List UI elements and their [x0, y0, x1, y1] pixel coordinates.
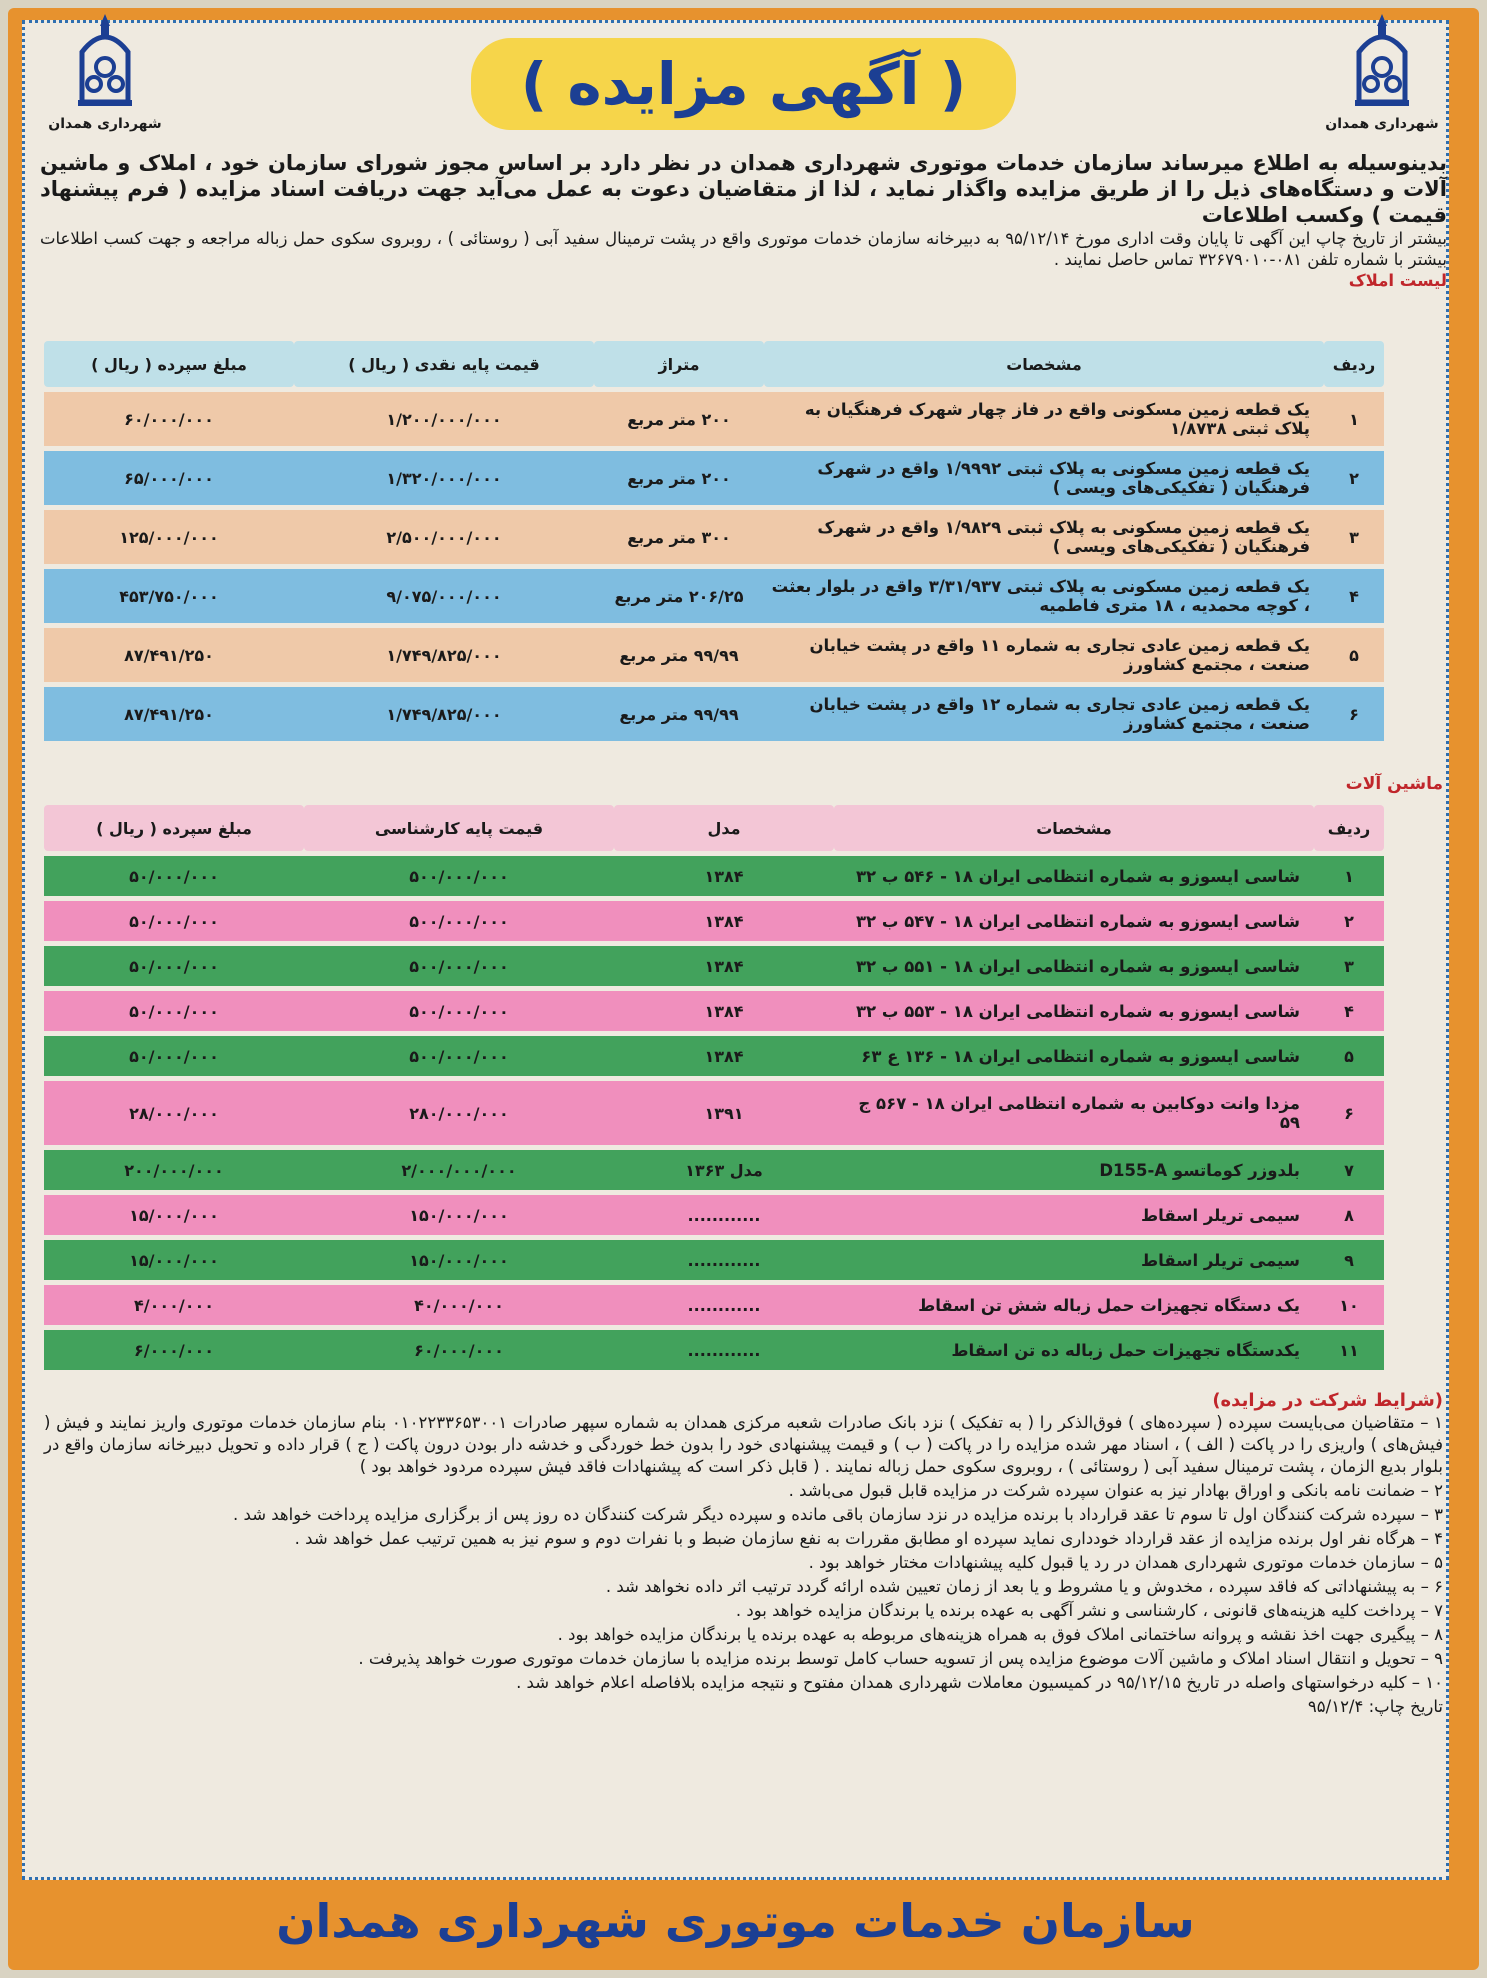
- estates-label: لیست املاک: [1348, 271, 1447, 290]
- conditions-section: [44, 1390, 1443, 1720]
- row-area: ۲۰۶/۲۵ متر مربع: [594, 569, 764, 623]
- row-price: ۱۵۰/۰۰۰/۰۰۰: [304, 1240, 614, 1280]
- table-row: [44, 1330, 1384, 1370]
- table-row: [44, 901, 1384, 941]
- condition-item: ۵ – سازمان خدمات موتوری شهرداری همدان در رد یا قبول کلیه پیشنهادات مختار خواهد بود .: [808, 1553, 1443, 1572]
- col-header: ردیف: [1324, 341, 1384, 387]
- estates-table: [44, 336, 1384, 746]
- machinery-label: ماشین آلات: [1345, 774, 1443, 794]
- logo-left-caption: شهرداری همدان: [48, 116, 162, 132]
- title-wrap: [0, 38, 1487, 130]
- table-row: [44, 569, 1384, 623]
- condition-item: ۱۰ – کلیه درخواستهای واصله در تاریخ ۹۵/۱۲/۱۵ در کمیسیون معاملات شهرداری همدان مفتوح و نتیجه مزایده بلافاصله اعلام خواهد شد .: [516, 1673, 1443, 1692]
- row-number: ۴: [1324, 569, 1384, 623]
- conditions-header: (شرایط شرکت در مزایده): [1212, 1390, 1443, 1411]
- row-description: مزدا وانت دوکابین به شماره انتظامی ایران ۱۸ - ۵۶۷ ج ۵۹: [834, 1081, 1314, 1145]
- row-deposit: ۴۵۳/۷۵۰/۰۰۰: [44, 569, 294, 623]
- row-deposit: ۶/۰۰۰/۰۰۰: [44, 1330, 304, 1370]
- row-model: مدل ۱۳۶۳: [614, 1150, 834, 1190]
- row-deposit: ۵۰/۰۰۰/۰۰۰: [44, 901, 304, 941]
- table-row: [44, 687, 1384, 741]
- table-row: [44, 1285, 1384, 1325]
- col-header: قیمت پایه نقدی ( ریال ): [294, 341, 594, 387]
- row-price: ۲/۵۰۰/۰۰۰/۰۰۰: [294, 510, 594, 564]
- row-number: ۳: [1314, 946, 1384, 986]
- row-model: ۱۳۹۱: [614, 1081, 834, 1145]
- col-header: متراژ: [594, 341, 764, 387]
- row-description: یک قطعه زمین عادی تجاری به شماره ۱۲ واقع در پشت خیابان صنعت ، مجتمع کشاورز: [764, 687, 1324, 741]
- col-header: مدل: [614, 805, 834, 851]
- row-description: شاسی ایسوزو به شماره انتظامی ایران ۱۸ - ۵۴۷ ب ۳۲: [834, 901, 1314, 941]
- row-price: ۵۰۰/۰۰۰/۰۰۰: [304, 1036, 614, 1076]
- col-header: مشخصات: [834, 805, 1314, 851]
- table-row: [44, 856, 1384, 896]
- row-model: ۱۳۸۴: [614, 856, 834, 896]
- intro-rest: بیشتر از تاریخ چاپ این آگهی تا پایان وقت اداری مورخ ۹۵/۱۲/۱۴ به دبیرخانه سازمان خدمات موتوری واقع در پشت ترمینال سفید آبی ( روستائی ) ، روبروی سکوی حمل زباله مراجعه و جهت کسب اطلاعات بیشتر با شماره تلفن ۰۸۱-۳۲۶۷۹۰۱۰ تماس حاصل نمایند .: [40, 229, 1447, 269]
- row-model: ۱۳۸۴: [614, 1036, 834, 1076]
- row-deposit: ۵۰/۰۰۰/۰۰۰: [44, 1036, 304, 1076]
- row-number: ۲: [1324, 451, 1384, 505]
- row-number: ۱: [1314, 856, 1384, 896]
- condition-item: ۶ – به پیشنهاداتی که فاقد سپرده ، مخدوش و یا مشروط و یا بعد از زمان تعیین شده ارائه گردد ترتیب اثر داده نخواهد شد .: [605, 1577, 1443, 1596]
- row-deposit: ۵۰/۰۰۰/۰۰۰: [44, 946, 304, 986]
- row-model: ............: [614, 1240, 834, 1280]
- row-description: بلدوزر کوماتسو D155-A: [834, 1150, 1314, 1190]
- table-row: [44, 1081, 1384, 1145]
- row-deposit: ۶۰/۰۰۰/۰۰۰: [44, 392, 294, 446]
- condition-item: ۴ – هرگاه نفر اول برنده مزایده از عقد قرارداد خودداری نماید سپرده او مطابق مقررات به نفع سازمان ضبط و با نفرات دوم و سوم نیز به همین ترتیب عمل خواهد شد .: [294, 1529, 1443, 1548]
- condition-item: ۸ – پیگیری جهت اخذ نقشه و پروانه ساختمانی املاک فوق به همراه هزینه‌های مربوطه به عهده برنده یا برندگان مزایده خواهد بود .: [557, 1625, 1443, 1644]
- row-number: ۱: [1324, 392, 1384, 446]
- row-model: ۱۳۸۴: [614, 991, 834, 1031]
- machinery-header-row: [44, 805, 1384, 851]
- row-model: ............: [614, 1330, 834, 1370]
- row-number: ۵: [1314, 1036, 1384, 1076]
- row-price: ۲/۰۰۰/۰۰۰/۰۰۰: [304, 1150, 614, 1190]
- row-number: ۵: [1324, 628, 1384, 682]
- row-number: ۲: [1314, 901, 1384, 941]
- row-deposit: ۸۷/۴۹۱/۲۵۰: [44, 687, 294, 741]
- row-number: ۶: [1314, 1081, 1384, 1145]
- footer-organization: سازمان خدمات موتوری شهرداری همدان: [276, 1894, 1195, 1948]
- intro-lead: بدینوسیله به اطلاع میرساند سازمان خدمات موتوری شهرداری همدان در نظر دارد بر اساس مجوز شورای سازمان خود ، املاک و ماشین آلات و دستگاه‌های ذیل را از طریق مزایده واگذار نماید ، لذا از متقاضیان دعوت به عمل می‌آید جهت دریافت اسناد مزایده ( فرم پیشنهاد قیمت ) وکسب اطلاعات: [40, 151, 1447, 227]
- condition-item: ۹ – تحویل و انتقال اسناد املاک و ماشین آلات موضوع مزایده پس از تسویه حساب کامل توسط برنده مزایده با سازمان خدمات موتوری صورت خواهد پذیرفت .: [358, 1649, 1443, 1668]
- row-price: ۱/۳۲۰/۰۰۰/۰۰۰: [294, 451, 594, 505]
- col-header: قیمت پایه کارشناسی: [304, 805, 614, 851]
- row-area: ۲۰۰ متر مربع: [594, 451, 764, 505]
- row-description: یکدستگاه تجهیزات حمل زباله ده تن اسقاط: [834, 1330, 1314, 1370]
- table-row: [44, 1036, 1384, 1076]
- row-number: ۱۱: [1314, 1330, 1384, 1370]
- row-description: یک قطعه زمین مسکونی به پلاک ثبتی ۱/۹۹۹۲ واقع در شهرک فرهنگیان ( تفکیکی‌های ویسی ): [764, 451, 1324, 505]
- col-header: مبلغ سپرده ( ریال ): [44, 341, 294, 387]
- row-deposit: ۱۵/۰۰۰/۰۰۰: [44, 1195, 304, 1235]
- row-price: ۱/۷۴۹/۸۲۵/۰۰۰: [294, 687, 594, 741]
- col-header: مشخصات: [764, 341, 1324, 387]
- row-number: ۹: [1314, 1240, 1384, 1280]
- row-area: ۲۰۰ متر مربع: [594, 392, 764, 446]
- row-description: یک قطعه زمین عادی تجاری به شماره ۱۱ واقع در پشت خیابان صنعت ، مجتمع کشاورز: [764, 628, 1324, 682]
- row-description: یک قطعه زمین مسکونی به پلاک ثبتی ۳/۳۱/۹۳۷ واقع در بلوار بعثت ، کوچه محمدیه ، ۱۸ متری فاطمیه: [764, 569, 1324, 623]
- row-number: ۴: [1314, 991, 1384, 1031]
- intro-text: [40, 150, 1447, 291]
- estates-header-row: [44, 341, 1384, 387]
- row-description: یک قطعه زمین مسکونی واقع در فاز چهار شهرک فرهنگیان به پلاک ثبتی ۱/۸۷۳۸: [764, 392, 1324, 446]
- condition-item: ۱ – متقاضیان می‌بایست سپرده ( سپرده‌های ) فوق‌الذکر را ( به تفکیک ) نزد بانک صادرات شعبه مرکزی همدان به شماره سپهر صادرات ۰۱۰۲۲۳۳۶۵۳۰۰۱ بنام سازمان خدمات موتوری واریز نمایند و فیش ( فیش‌های ) واریزی را در پاکت ( الف ) ، اسناد مهر شده مزایده را در پاکت ( ب ) و قیمت پیشنهادی خود را بدون خط خوردگی و خدشه دار بودن درون پاکت ( ج ) قرار داده و تحویل دبیرخانه سازمان واقع در بلوار بدیع الزمان ، پشت ترمینال سفید آبی ( روستائی ) ، روبروی سکوی حمل زباله نمایند . ( قابل ذکر است که پیشنهادات فاقد فیش سپرده مردود خواهد بود ): [44, 1413, 1443, 1476]
- row-area: ۹۹/۹۹ متر مربع: [594, 687, 764, 741]
- print-date: تاریخ چاپ: ۹۵/۱۲/۴: [1307, 1697, 1443, 1716]
- row-description: سیمی تریلر اسقاط: [834, 1195, 1314, 1235]
- row-model: ۱۳۸۴: [614, 946, 834, 986]
- machinery-table: [44, 800, 1384, 1375]
- row-description: سیمی تریلر اسقاط: [834, 1240, 1314, 1280]
- row-deposit: ۲۸/۰۰۰/۰۰۰: [44, 1081, 304, 1145]
- row-number: ۳: [1324, 510, 1384, 564]
- page-title: ( آگهی مزایده ): [471, 38, 1017, 130]
- row-deposit: ۶۵/۰۰۰/۰۰۰: [44, 451, 294, 505]
- row-description: یک دستگاه تجهیزات حمل زباله شش تن اسقاط: [834, 1285, 1314, 1325]
- row-deposit: ۵۰/۰۰۰/۰۰۰: [44, 991, 304, 1031]
- row-area: ۹۹/۹۹ متر مربع: [594, 628, 764, 682]
- col-header: ردیف: [1314, 805, 1384, 851]
- row-description: شاسی ایسوزو به شماره انتظامی ایران ۱۸ - ۵۴۶ ب ۳۲: [834, 856, 1314, 896]
- row-deposit: ۲۰۰/۰۰۰/۰۰۰: [44, 1150, 304, 1190]
- row-description: شاسی ایسوزو به شماره انتظامی ایران ۱۸ - ۱۳۶ ع ۶۳: [834, 1036, 1314, 1076]
- row-price: ۵۰۰/۰۰۰/۰۰۰: [304, 991, 614, 1031]
- row-area: ۳۰۰ متر مربع: [594, 510, 764, 564]
- row-price: ۱۵۰/۰۰۰/۰۰۰: [304, 1195, 614, 1235]
- row-number: ۱۰: [1314, 1285, 1384, 1325]
- row-number: ۸: [1314, 1195, 1384, 1235]
- table-row: [44, 1150, 1384, 1190]
- row-price: ۵۰۰/۰۰۰/۰۰۰: [304, 946, 614, 986]
- condition-item: ۷ – پرداخت کلیه هزینه‌های قانونی ، کارشناسی و نشر آگهی به عهده برنده یا برندگان مزایده خواهد بود .: [735, 1601, 1443, 1620]
- row-price: ۹/۰۷۵/۰۰۰/۰۰۰: [294, 569, 594, 623]
- table-row: [44, 510, 1384, 564]
- row-deposit: ۴/۰۰۰/۰۰۰: [44, 1285, 304, 1325]
- row-price: ۱/۲۰۰/۰۰۰/۰۰۰: [294, 392, 594, 446]
- row-deposit: ۵۰/۰۰۰/۰۰۰: [44, 856, 304, 896]
- row-model: ............: [614, 1195, 834, 1235]
- logo-right-caption: شهرداری همدان: [1325, 116, 1439, 132]
- table-row: [44, 451, 1384, 505]
- row-price: ۵۰۰/۰۰۰/۰۰۰: [304, 901, 614, 941]
- row-description: شاسی ایسوزو به شماره انتظامی ایران ۱۸ - ۵۵۳ ب ۳۲: [834, 991, 1314, 1031]
- row-deposit: ۱۵/۰۰۰/۰۰۰: [44, 1240, 304, 1280]
- row-number: ۶: [1324, 687, 1384, 741]
- table-row: [44, 1195, 1384, 1235]
- condition-item: ۳ – سپرده شرکت کنندگان اول تا سوم تا عقد قرارداد با برنده مزایده در نزد سازمان باقی مانده و سپرده دیگر شرکت کنندگان ده روز پس از برگزاری مزایده پرداخت خواهد شد .: [233, 1505, 1443, 1524]
- table-row: [44, 628, 1384, 682]
- row-price: ۴۰/۰۰۰/۰۰۰: [304, 1285, 614, 1325]
- row-price: ۲۸۰/۰۰۰/۰۰۰: [304, 1081, 614, 1145]
- table-row: [44, 1240, 1384, 1280]
- row-price: ۶۰/۰۰۰/۰۰۰: [304, 1330, 614, 1370]
- row-model: ۱۳۸۴: [614, 901, 834, 941]
- row-price: ۵۰۰/۰۰۰/۰۰۰: [304, 856, 614, 896]
- row-description: یک قطعه زمین مسکونی به پلاک ثبتی ۱/۹۸۲۹ واقع در شهرک فرهنگیان ( تفکیکی‌های ویسی ): [764, 510, 1324, 564]
- table-row: [44, 392, 1384, 446]
- row-description: شاسی ایسوزو به شماره انتظامی ایران ۱۸ - ۵۵۱ ب ۳۲: [834, 946, 1314, 986]
- row-deposit: ۱۲۵/۰۰۰/۰۰۰: [44, 510, 294, 564]
- row-model: ............: [614, 1285, 834, 1325]
- row-deposit: ۸۷/۴۹۱/۲۵۰: [44, 628, 294, 682]
- row-price: ۱/۷۴۹/۸۲۵/۰۰۰: [294, 628, 594, 682]
- table-row: [44, 946, 1384, 986]
- table-row: [44, 991, 1384, 1031]
- col-header: مبلغ سپرده ( ریال ): [44, 805, 304, 851]
- condition-item: ۲ – ضمانت نامه بانکی و اوراق بهادار نیز به عنوان سپرده شرکت در مزایده قابل قبول می‌باشد .: [788, 1481, 1443, 1500]
- row-number: ۷: [1314, 1150, 1384, 1190]
